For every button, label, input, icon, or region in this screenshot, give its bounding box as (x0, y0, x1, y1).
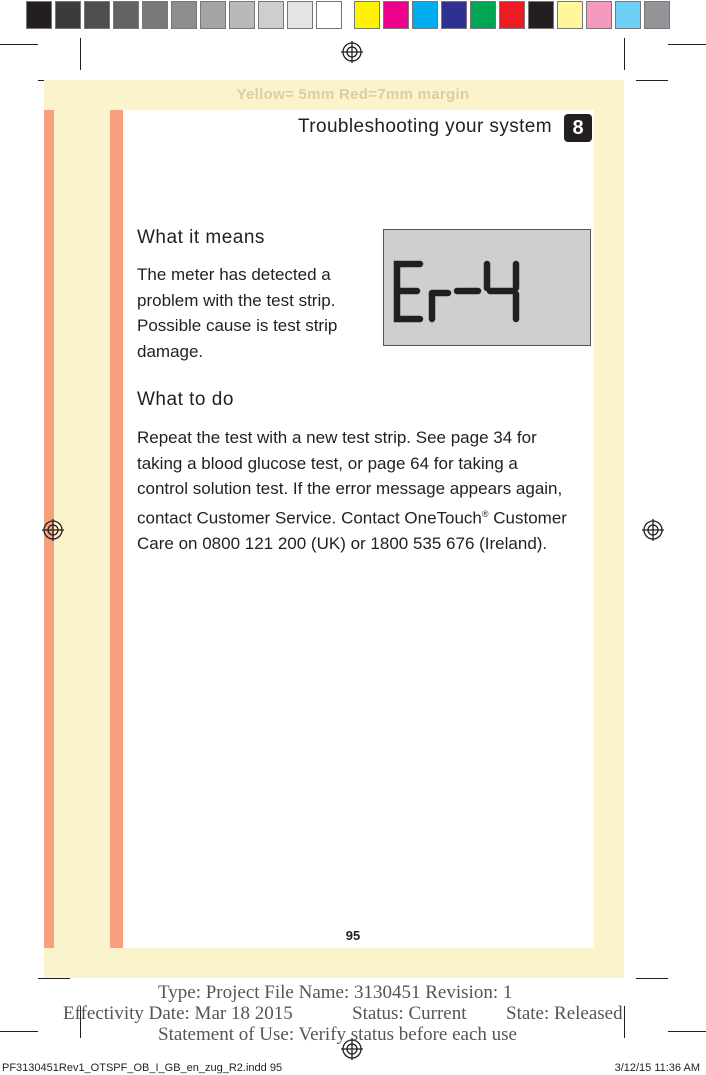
color-swatch (354, 1, 380, 29)
color-swatch (441, 1, 467, 29)
color-swatch (171, 1, 197, 29)
color-swatch (258, 1, 284, 29)
what-it-means-heading: What it means (137, 227, 265, 248)
text-line: taking a blood glucose test, or page 64 for taking a (137, 453, 518, 473)
text-line: Care on 0800 121 200 (UK) or 1800 535 676 (Ireland). (137, 533, 548, 553)
color-swatch (528, 1, 554, 29)
color-swatch (55, 1, 81, 29)
margin-note: Yellow= 5mm Red=7mm margin (236, 86, 470, 103)
color-swatch (84, 1, 110, 29)
red-margin-strip-inner (110, 110, 123, 948)
what-it-means-text (137, 262, 337, 364)
crop-mark (624, 38, 625, 70)
crop-mark (668, 44, 706, 45)
text-line: Repeat the test with a new test strip. See page 34 for (137, 428, 537, 447)
color-swatch (383, 1, 409, 29)
page-number: 95 (345, 928, 361, 943)
registration-mark-icon (42, 519, 64, 541)
crop-mark (636, 978, 668, 979)
text-line: damage. (137, 341, 204, 361)
meter-lcd-display (383, 229, 591, 346)
color-swatch (499, 1, 525, 29)
color-swatch (412, 1, 438, 29)
color-swatch (557, 1, 583, 29)
color-swatch (229, 1, 255, 29)
color-swatch (142, 1, 168, 29)
text-line (137, 502, 567, 531)
color-swatch (470, 1, 496, 29)
color-swatch (200, 1, 226, 29)
crop-mark (636, 80, 668, 81)
metadata-effectivity: Effectivity Date: Mar 18 2015 (63, 1003, 293, 1024)
slug-date: 3/12/15 11:36 AM (614, 1062, 700, 1074)
crop-mark (38, 978, 70, 979)
section-number-badge: 8 (564, 114, 592, 142)
registration-mark-icon (341, 41, 363, 63)
color-swatch (287, 1, 313, 29)
text-line: control solution test. If the error message appears again, (137, 479, 563, 498)
color-swatch (26, 1, 52, 29)
metadata-line-1: Type: Project File Name: 3130451 Revision: 1 (158, 982, 513, 1003)
lcd-error-text: Er4 (486, 290, 488, 291)
crop-mark (668, 1031, 706, 1032)
metadata-state: State: Released (506, 1003, 623, 1024)
text-line: problem with the test strip. (137, 290, 336, 310)
slug-filename: PF3130451Rev1_OTSPF_OB_I_GB_en_zug_R2.indd 95 (2, 1062, 283, 1074)
metadata-statement: Statement of Use: Verify status before each use (158, 1024, 517, 1045)
color-swatch (615, 1, 641, 29)
lcd-error-code (384, 230, 590, 345)
crop-mark (624, 1006, 625, 1038)
color-swatch (644, 1, 670, 29)
color-bar-gap (345, 1, 354, 31)
crop-mark (0, 1031, 38, 1032)
color-swatch (586, 1, 612, 29)
section-title: Troubleshooting your system (297, 116, 552, 137)
metadata-status: Status: Current (352, 1003, 467, 1024)
text-line: Possible cause is test strip (137, 316, 338, 335)
what-to-do-heading: What to do (137, 389, 234, 410)
crop-mark (80, 38, 81, 70)
registration-mark-icon (642, 519, 664, 541)
color-swatch (113, 1, 139, 29)
what-to-do-text (137, 425, 567, 556)
color-bar (26, 1, 673, 31)
text-line: The meter has detected a (137, 265, 331, 284)
text-fragment: Customer (488, 508, 567, 528)
color-swatch (316, 1, 342, 29)
text-fragment: contact Customer Service. Contact OneTouch (137, 508, 482, 528)
crop-mark (0, 44, 38, 45)
registered-mark: ® (481, 508, 489, 519)
